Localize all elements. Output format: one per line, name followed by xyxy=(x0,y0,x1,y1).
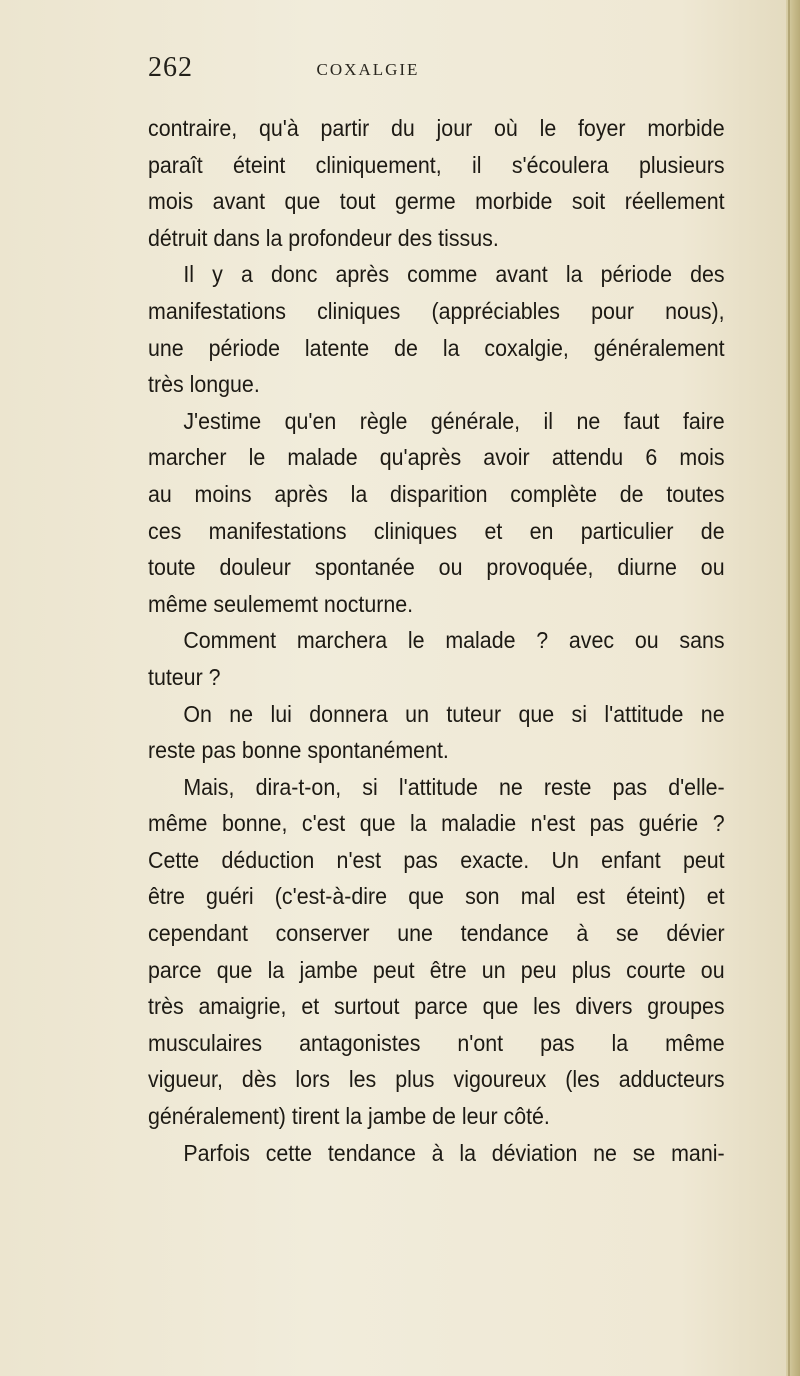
text-line: Mais, dira-t-on, si l'attitude ne reste pas d'elle- xyxy=(183,773,725,800)
text-line: généralement) tirent la jambe de leur côté. xyxy=(148,1103,550,1130)
text-line: même bonne, c'est que la maladie n'est pas guérie ? xyxy=(148,810,725,837)
text-line: reste pas bonne spontanément. xyxy=(148,737,449,764)
text-line: Cette déduction n'est pas exacte. Un enfant peut xyxy=(148,846,725,873)
text-line: même seulememt nocturne. xyxy=(148,590,414,617)
text-line: marcher le malade qu'après avoir attendu 6 mois xyxy=(148,444,725,471)
running-head: COXALGIE xyxy=(316,60,420,79)
text-line: contraire, qu'à partir du jour où le foyer morbide xyxy=(148,115,725,141)
text-line: J'estime qu'en règle générale, il ne faut faire xyxy=(183,407,725,434)
text-line: au moins après la disparition complète de toutes xyxy=(148,480,725,507)
text-line: Parfois cette tendance à la déviation ne se mani- xyxy=(183,1139,725,1166)
text-line: tuteur ? xyxy=(148,663,221,690)
text-line: être guéri (c'est-à-dire que son mal est éteint) et xyxy=(148,883,725,910)
text-line: mois avant que tout germe morbide soit réellement xyxy=(148,188,725,215)
text-line: détruit dans la profondeur des tissus. xyxy=(148,224,499,251)
text-line: paraît éteint cliniquement, il s'écoulera plusieurs xyxy=(148,151,725,178)
body-text xyxy=(148,110,725,1171)
text-line: musculaires antagonistes n'ont pas la même xyxy=(148,1029,725,1056)
text-line: très longue. xyxy=(148,371,260,398)
page-edge-shadow xyxy=(788,0,790,1376)
text-line: cependant conserver une tendance à se dévier xyxy=(148,920,725,947)
page-header xyxy=(148,52,588,92)
text-line: Il y a donc après comme avant la période des xyxy=(183,261,725,288)
text-line: manifestations cliniques (appréciables pour nous), xyxy=(148,297,725,324)
text-line: On ne lui donnera un tuteur que si l'attitude ne xyxy=(183,700,725,727)
text-line: une période latente de la coxalgie, généralement xyxy=(148,334,725,361)
text-line: vigueur, dès lors les plus vigoureux (les adducteurs xyxy=(148,1066,725,1093)
text-line: toute douleur spontanée ou provoquée, diurne ou xyxy=(148,554,725,581)
text-line: parce que la jambe peut être un peu plus courte ou xyxy=(148,956,725,983)
text-line: Comment marchera le malade ? avec ou sans xyxy=(183,627,725,654)
text-line: ces manifestations cliniques et en particulier de xyxy=(148,517,725,544)
text-line: très amaigrie, et surtout parce que les divers groupes xyxy=(148,993,725,1020)
page-number: 262 xyxy=(148,52,193,83)
